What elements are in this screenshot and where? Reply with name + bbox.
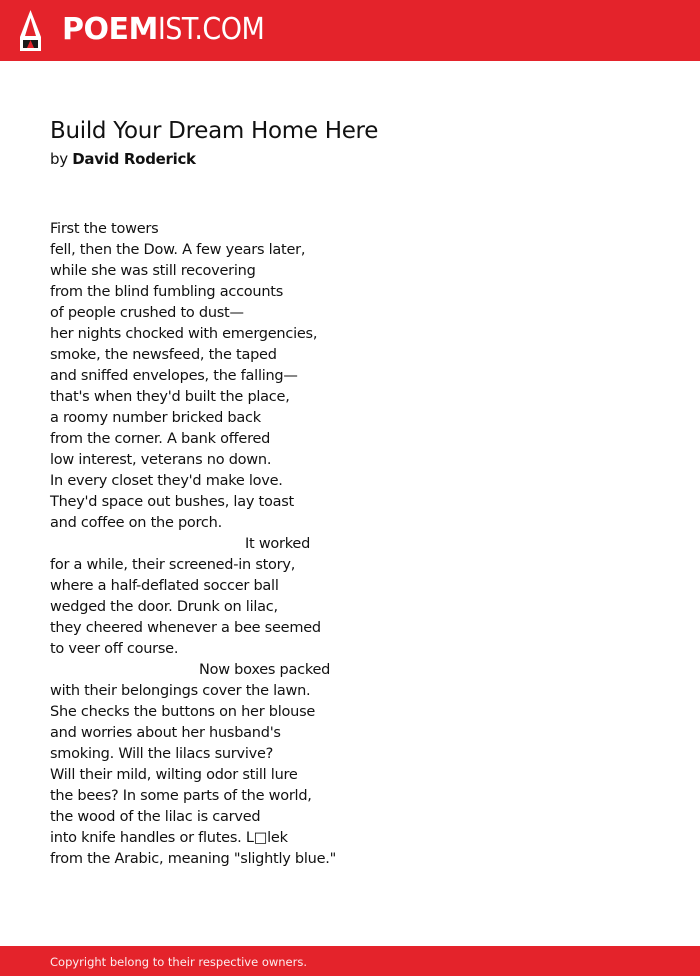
poem-line: from the corner. A bank offered [50,431,271,447]
poem-line: and worries about her husband's [50,725,281,741]
poem-line: First the towers [50,221,159,237]
pencil-nib-icon[interactable] [17,9,44,52]
poem-line: while she was still recovering [50,263,256,279]
poem-line: they cheered whenever a bee seemed [50,620,321,636]
site-footer [0,946,700,976]
poem-line: to veer off course. [50,641,179,657]
poem-line: wedged the door. Drunk on lilac, [50,599,278,615]
poem-line: smoking. Will the lilacs survive? [50,746,274,762]
poem-line: the bees? In some parts of the world, [50,788,312,804]
logo-light-text: IST.COM [157,12,265,47]
site-header [0,0,700,61]
poem-body [50,219,470,870]
logo-bold-text: POEM [62,12,158,47]
poem-line: and sniffed envelopes, the falling— [50,368,298,384]
poem-title: Build Your Dream Home Here [50,118,379,144]
poem-line: into knife handles or flutes. L□lek [50,830,288,846]
site-logo[interactable] [62,12,264,48]
poem-line: with their belongings cover the lawn. [50,683,311,699]
poem-line: It worked [245,536,311,552]
poem-line: for a while, their screened-in story, [50,557,296,573]
by-label: by [50,150,68,168]
poem-line: She checks the buttons on her blouse [50,704,316,720]
poem-line: from the Arabic, meaning "slightly blue." [50,851,337,867]
poem-line: They'd space out bushes, lay toast [50,494,294,510]
poem-line: of people crushed to dust— [50,305,244,321]
poem-line: her nights chocked with emergencies, [50,326,318,342]
copyright-text: Copyright belong to their respective owners. [50,955,308,969]
poem-line: where a half-deflated soccer ball [50,578,279,594]
poem-line: and coffee on the porch. [50,515,222,531]
poem-line: fell, then the Dow. A few years later, [50,242,306,258]
poem-line: the wood of the lilac is carved [50,809,261,825]
poem-line: Will their mild, wilting odor still lure [50,767,298,783]
poem-line: In every closet they'd make love. [50,473,283,489]
poem-line: low interest, veterans no down. [50,452,272,468]
poem-line: from the blind fumbling accounts [50,284,284,300]
poem-line: that's when they'd built the place, [50,389,290,405]
poem-line: Now boxes packed [199,662,331,678]
poem-line: smoke, the newsfeed, the taped [50,347,277,363]
byline [50,149,196,169]
author-name: David Roderick [72,150,196,168]
poem-line: a roomy number bricked back [50,410,261,426]
